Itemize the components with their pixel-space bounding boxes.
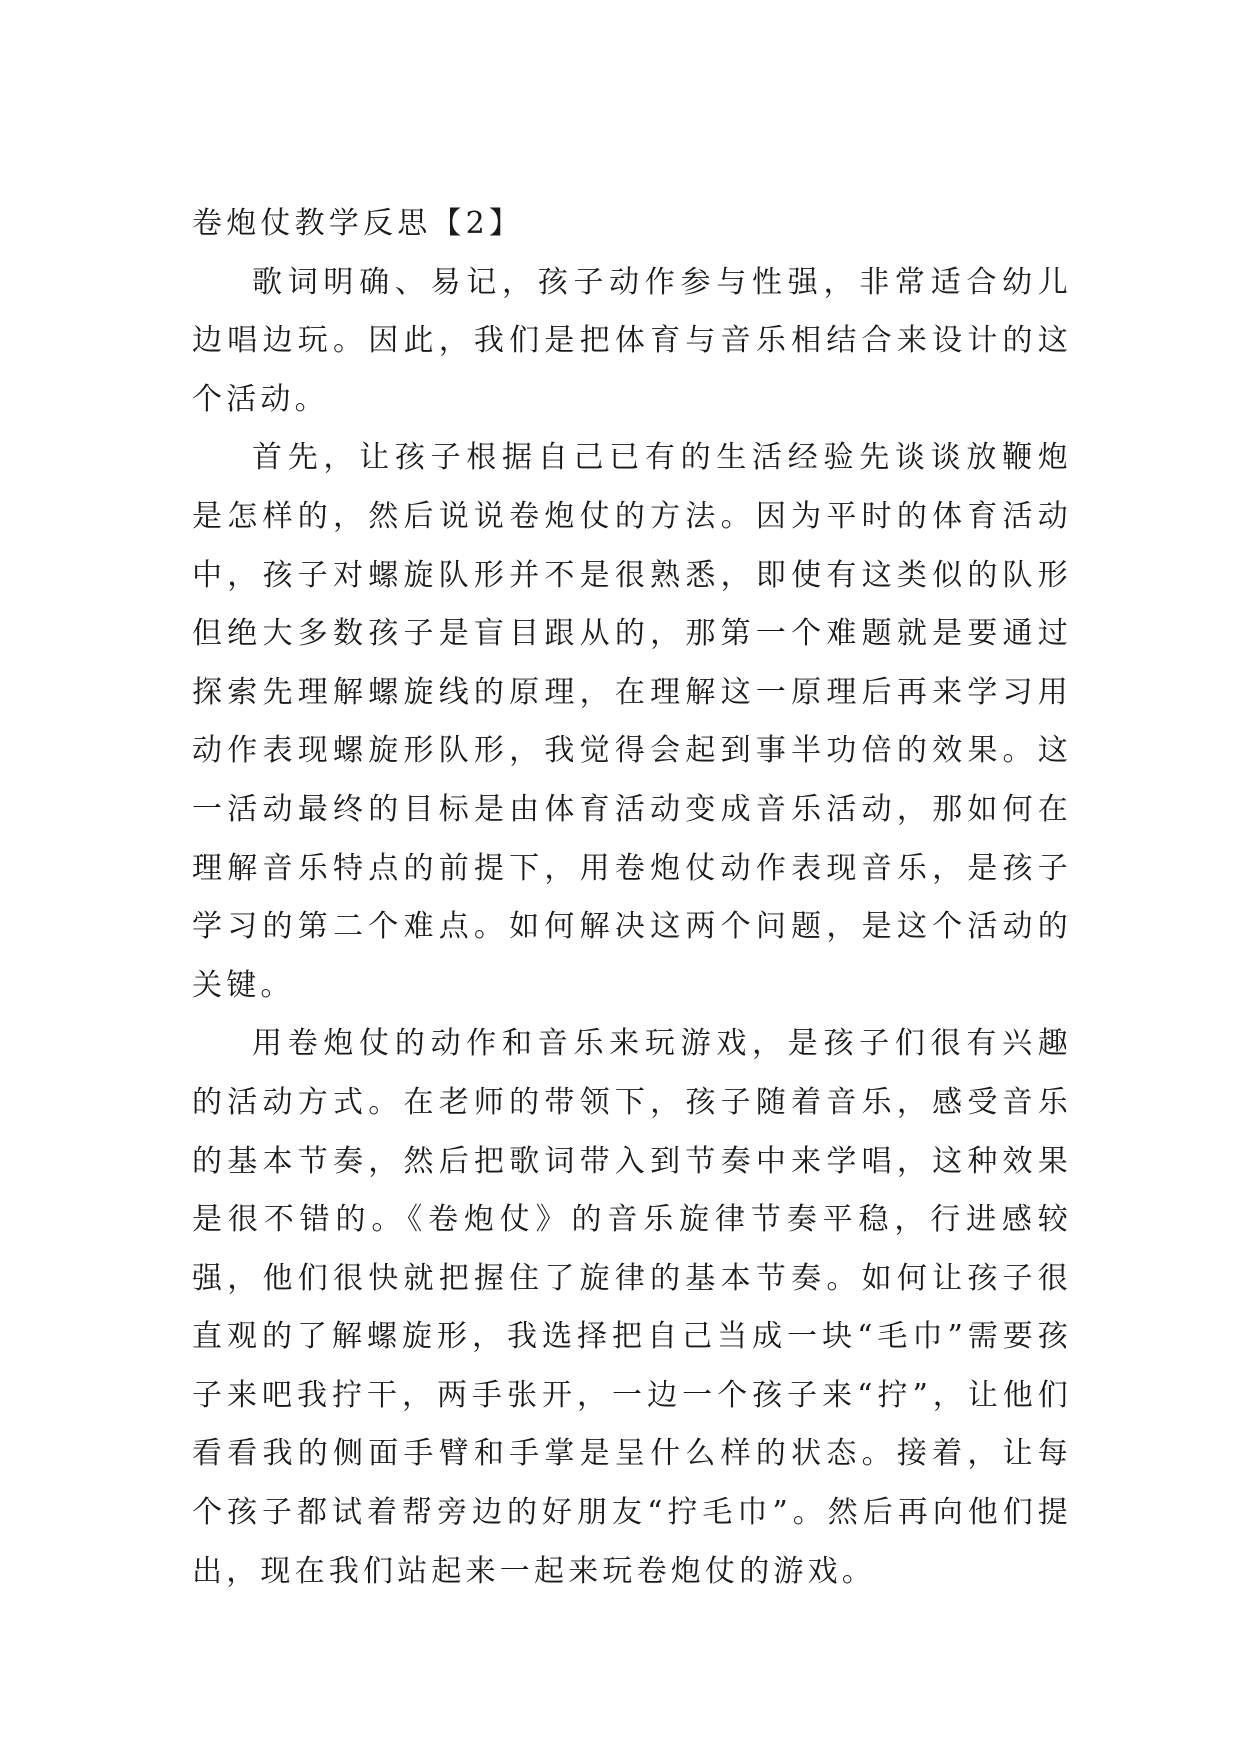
- paragraph-3: 用卷炮仗的动作和音乐来玩游戏，是孩子们很有兴趣的活动方式。在老师的带领下，孩子随着音乐，感受音乐的基本节奏，然后把歌词带入到节奏中来学唱，这种效果是很不错的。《卷炮仗》的音乐旋律节奏平稳，行进感较强，他们很快就把握住了旋律的基本节奏。如何让孩子很直观的了解螺旋形，我选择把自己当成一块“毛巾”需要孩子来吧我拧干，两手张开，一边一个孩子来“拧”，让他们看看我的侧面手臂和手掌是呈什么样的状态。接着，让每个孩子都试着帮旁边的好朋友“拧毛巾”。然后再向他们提出，现在我们站起来一起来玩卷炮仗的游戏。: [192, 1026, 1072, 1589]
- document-title: 卷炮仗教学反思【2】: [192, 206, 524, 241]
- paragraph-1: 歌词明确、易记，孩子动作参与性强，非常适合幼儿边唱边玩。因此，我们是把体育与音乐相结合来设计的这个活动。: [192, 264, 1072, 417]
- document-body: [192, 195, 1072, 1601]
- paragraph-2: 首先，让孩子根据自己已有的生活经验先谈谈放鞭炮是怎样的，然后说说卷炮仗的方法。因为平时的体育活动中，孩子对螺旋队形并不是很熟悉，即使有这类似的队形但绝大多数孩子是盲目跟从的，那第一个难题就是要通过探索先理解螺旋线的原理，在理解这一原理后再来学习用动作表现螺旋形队形，我觉得会起到事半功倍的效果。这一活动最终的目标是由体育活动变成音乐活动，那如何在理解音乐特点的前提下，用卷炮仗动作表现音乐，是孩子学习的第二个难点。如何解决这两个问题，是这个活动的关键。: [192, 440, 1072, 1003]
